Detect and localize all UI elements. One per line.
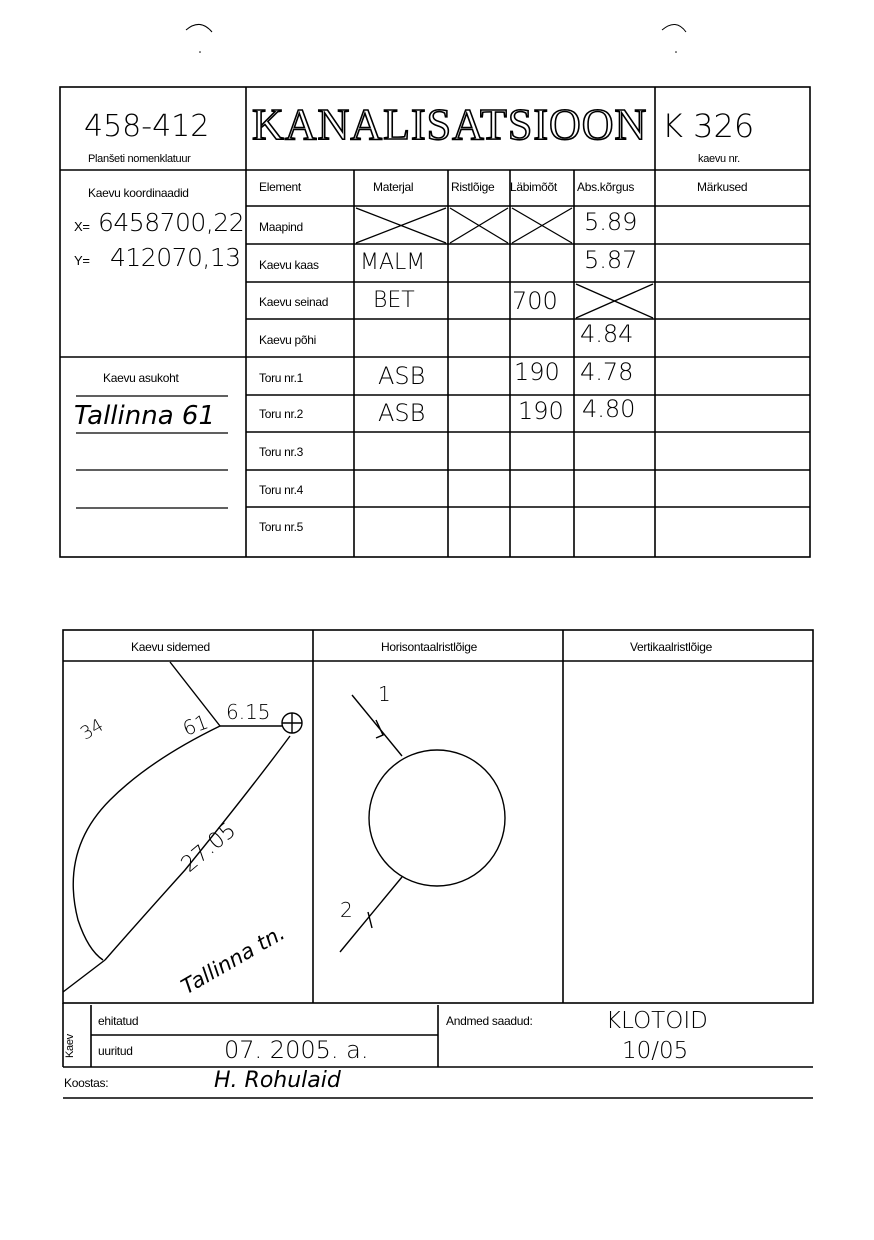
col-header-notes: Märkused [697,180,748,194]
col-label-horizontal: Horisontaalristlõige [381,640,478,654]
cell-material: MALM [360,250,426,275]
data-from-date: 10/05 [622,1038,689,1064]
cross-section-sketch [340,695,505,952]
house-number-61: 61 [179,709,212,741]
row-label: Toru nr.2 [259,407,303,421]
data-from-label: Andmed saadud: [446,1014,533,1028]
y-coordinate: 412070,13 [110,243,241,272]
col-label-vertical: Vertikaalristlõige [630,640,712,654]
cell-elevation: 5.87 [584,246,638,274]
row-label: Toru nr.1 [259,371,303,385]
compiled-label: Koostas: [64,1076,109,1090]
sheet-number: 458-412 [84,109,210,144]
side-label: Kaev [64,1034,76,1058]
pipe-2-label: 2 [340,898,353,922]
top-form-grid [0,0,874,600]
row-label: Kaevu põhi [259,333,317,347]
sheet-label: Planšeti nomenklatuur [88,153,191,165]
cell-material: BET [373,288,415,313]
updated-value: 07. 2005. a. [224,1036,369,1064]
updated-label: uuritud [98,1044,133,1058]
row-label: Maapind [259,220,303,234]
cell-diameter: 190 [514,358,560,386]
well-number: K 326 [662,107,755,145]
pipe-1-label: 1 [378,682,391,706]
col-header-material: Materjal [373,180,414,194]
street-name: Tallinna tn. [177,920,289,1000]
col-header-cross-section: Ristlõige [451,180,495,194]
coordinates-label: Kaevu koordinaadid [88,186,189,200]
cell-elevation: 4.80 [582,395,636,423]
location-value: Tallinna 61 [74,401,215,431]
col-label-ties: Kaevu sidemed [131,640,210,654]
cell-diameter: 700 [512,287,558,315]
x-prefix: X= [74,219,90,234]
x-coordinate: 6458700,22 [98,208,245,237]
y-prefix: Y= [74,253,90,268]
col-header-element: Element [259,180,301,194]
cell-diameter: 190 [518,397,564,425]
row-label: Kaevu seinad [259,295,329,309]
col-header-diameter: Läbimõõt [510,180,557,194]
data-from-company: KLOTOID [606,1008,708,1034]
bottom-form-grid [0,590,874,1120]
tie-distance-short: 6.15 [226,700,271,724]
built-label: ehitatud [98,1014,139,1028]
well-number-label: kaevu nr. [698,153,740,165]
row-label: Toru nr.4 [259,483,303,497]
row-label: Toru nr.5 [259,520,303,534]
cell-elevation: 4.84 [580,320,634,348]
page-title: KANALISATSIOON [252,100,648,149]
row-label: Toru nr.3 [259,445,303,459]
location-label: Kaevu asukoht [103,371,179,385]
cell-material: ASB [378,362,426,390]
row-label: Kaevu kaas [259,258,319,272]
cell-material: ASB [378,399,426,427]
cell-elevation: 5.89 [584,208,638,236]
tie-distance-long: 27.05 [176,817,242,878]
cell-elevation: 4.78 [580,358,634,386]
col-header-elevation: Abs.kõrgus [577,180,635,194]
house-number-34: 34 [77,714,108,745]
compiled-value: H. Rohulaid [214,1068,341,1093]
